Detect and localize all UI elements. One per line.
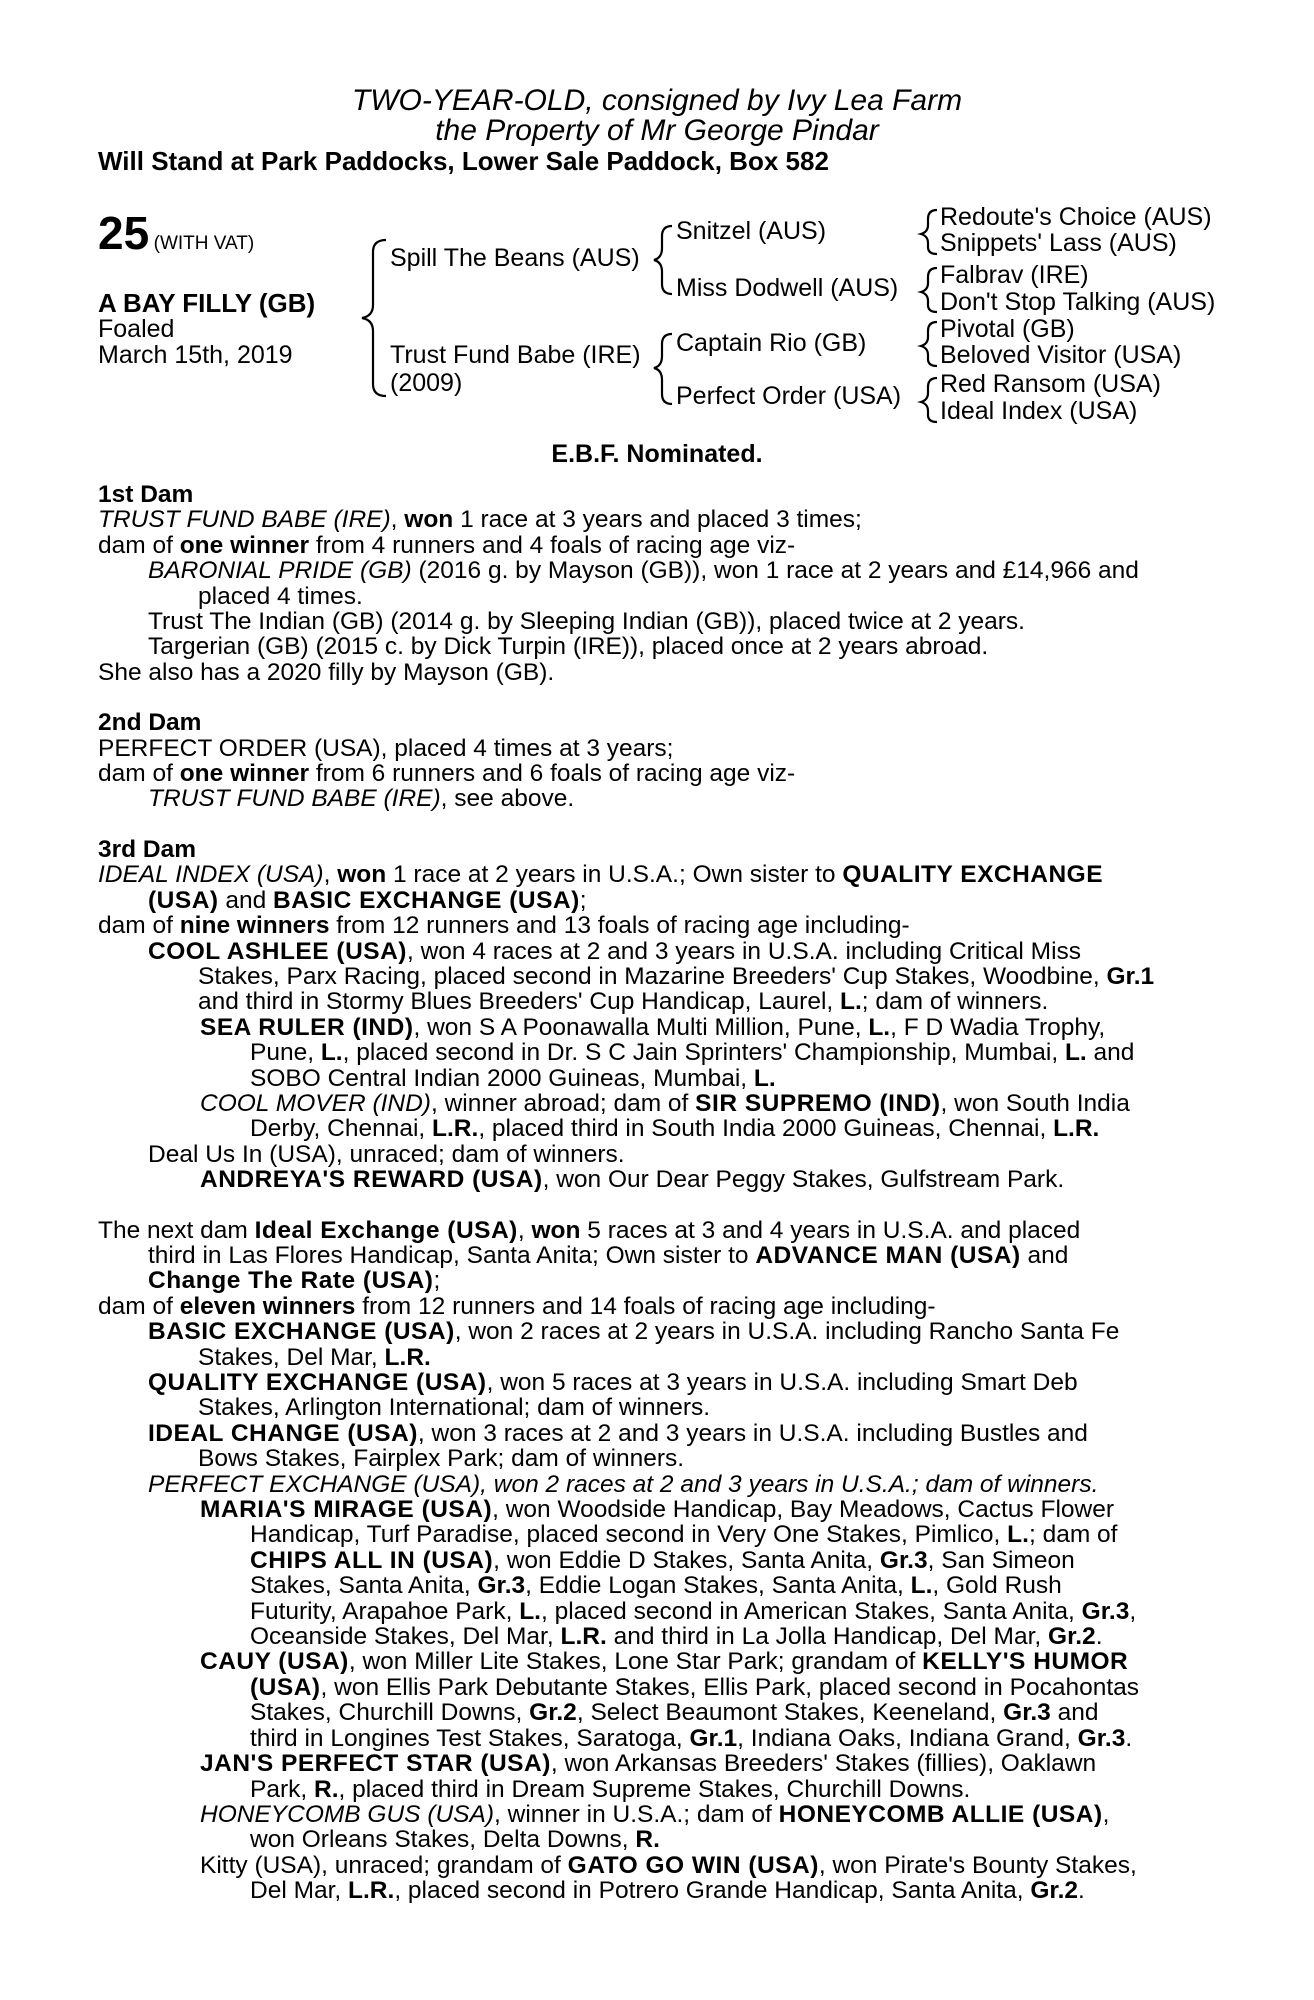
- first-dam-line: TRUST FUND BABE (IRE), won 1 race at 3 years and placed 3 times;: [98, 506, 862, 534]
- produce-item: COOL MOVER (IND), winner abroad; dam of SIR SUPREMO (IND), won South India: [200, 1089, 1130, 1117]
- produce-item-cont: CHIPS ALL IN (USA), won Eddie D Stakes, Santa Anita, Gr.3, San Simeon: [250, 1546, 1075, 1574]
- produce-item: Targerian (GB) (2015 c. by Dick Turpin (IRE)), placed once at 2 years abroad.: [148, 633, 989, 661]
- header-line-stand: Will Stand at Park Paddocks, Lower Sale Paddock, Box 582: [98, 146, 829, 176]
- pedigree-ddd: Ideal Index (USA): [940, 397, 1138, 425]
- third-dam-heading: 3rd Dam: [98, 835, 197, 863]
- header-line-consignor: TWO-YEAR-OLD, consigned by Ivy Lea Farm: [351, 84, 963, 117]
- produce-item: Deal Us In (USA), unraced; dam of winners.: [148, 1140, 625, 1168]
- pedigree-sds: Falbrav (IRE): [940, 261, 1089, 289]
- foaled-label: Foaled: [98, 315, 175, 343]
- next-dam-line-cont: third in Las Flores Handicap, Santa Anita; Own sister to ADVANCE MAN (USA) and: [148, 1241, 1069, 1269]
- produce-item: COOL ASHLEE (USA), won 4 races at 2 and 3 years in U.S.A. including Critical Miss: [148, 937, 1082, 965]
- second-dam-produce-line: dam of one winner from 6 runners and 6 foals of racing age viz-: [98, 760, 796, 788]
- produce-item: SEA RULER (IND), won S A Poonawalla Multi Million, Pune, L., F D Wadia Trophy,: [200, 1013, 1106, 1041]
- produce-item-cont: Bows Stakes, Fairplex Park; dam of winners.: [198, 1445, 685, 1473]
- produce-item-cont: Stakes, Arlington International; dam of winners.: [198, 1394, 711, 1422]
- produce-item-cont: Park, R., placed third in Dream Supreme Stakes, Churchill Downs.: [250, 1775, 971, 1803]
- produce-item-cont: SOBO Central Indian 2000 Guineas, Mumbai, L.: [250, 1064, 776, 1092]
- produce-note: She also has a 2020 filly by Mayson (GB).: [98, 658, 555, 686]
- produce-item-cont: Del Mar, L.R., placed second in Potrero Grande Handicap, Santa Anita, Gr.2.: [250, 1877, 1085, 1905]
- produce-item: Trust The Indian (GB) (2014 g. by Sleeping Indian (GB)), placed twice at 2 years.: [148, 608, 1025, 636]
- produce-item-cont: (USA), won Ellis Park Debutante Stakes, Ellis Park, placed second in Pocahontas: [250, 1673, 1140, 1701]
- produce-item: BARONIAL PRIDE (GB) (2016 g. by Mayson (GB)), won 1 race at 2 years and £14,966 and: [148, 557, 1139, 585]
- produce-item: CAUY (USA), won Miller Lite Stakes, Lone Star Park; grandam of KELLY'S HUMOR: [200, 1648, 1129, 1676]
- pedigree-dds: Red Ransom (USA): [940, 370, 1161, 398]
- produce-item-cont: Pune, L., placed second in Dr. S C Jain Sprinters' Championship, Mumbai, L. and: [250, 1039, 1135, 1067]
- produce-item-cont: Handicap, Turf Paradise, placed second in Very One Stakes, Pimlico, L.; dam of: [250, 1521, 1118, 1549]
- produce-item-cont: Futurity, Arapahoe Park, L., placed second in American Stakes, Santa Anita, Gr.3,: [250, 1597, 1137, 1625]
- pedigree-dam-year: (2009): [390, 369, 463, 397]
- produce-item: MARIA'S MIRAGE (USA), won Woodside Handicap, Bay Meadows, Cactus Flower: [200, 1496, 1114, 1524]
- header-line-property: the Property of Mr George Pindar: [435, 114, 879, 147]
- pedigree-sire-sire: Snitzel (AUS): [676, 217, 827, 245]
- pedigree-sire: Spill The Beans (AUS): [390, 244, 640, 272]
- next-dam-line: The next dam Ideal Exchange (USA), won 5 races at 3 and 4 years in U.S.A. and placed: [98, 1216, 1081, 1244]
- ebf-nominated: E.B.F. Nominated.: [551, 440, 763, 468]
- produce-item-cont: won Orleans Stakes, Delta Downs, R.: [250, 1826, 660, 1854]
- pedigree-dam: Trust Fund Babe (IRE): [390, 341, 641, 369]
- foaled-date: March 15th, 2019: [98, 341, 293, 369]
- lot-description: A BAY FILLY (GB): [98, 288, 316, 318]
- pedigree-sdd: Don't Stop Talking (AUS): [940, 288, 1216, 316]
- produce-item: BASIC EXCHANGE (USA), won 2 races at 2 years in U.S.A. including Rancho Santa Fe: [148, 1318, 1120, 1346]
- produce-item: JAN'S PERFECT STAR (USA), won Arkansas Breeders' Stakes (fillies), Oaklawn: [200, 1750, 1097, 1778]
- produce-item: IDEAL CHANGE (USA), won 3 races at 2 and 3 years in U.S.A. including Bustles and: [148, 1419, 1088, 1447]
- first-dam-heading: 1st Dam: [98, 481, 194, 508]
- produce-item-cont: placed 4 times.: [198, 582, 363, 610]
- third-dam-produce-line: dam of nine winners from 12 runners and 13 foals of racing age including-: [98, 912, 910, 940]
- produce-item: Kitty (USA), unraced; grandam of GATO GO WIN (USA), won Pirate's Bounty Stakes,: [200, 1851, 1137, 1879]
- produce-item-cont: Stakes, Churchill Downs, Gr.2, Select Beaumont Stakes, Keeneland, Gr.3 and: [250, 1699, 1099, 1727]
- pedigree-sss: Redoute's Choice (AUS): [940, 203, 1212, 231]
- produce-item-cont: Stakes, Santa Anita, Gr.3, Eddie Logan Stakes, Santa Anita, L., Gold Rush: [250, 1572, 1062, 1600]
- second-dam-line: PERFECT ORDER (USA), placed 4 times at 3 years;: [98, 734, 674, 762]
- pedigree-ssd: Snippets' Lass (AUS): [940, 229, 1177, 257]
- produce-item-cont: third in Longines Test Stakes, Saratoga, Gr.1, Indiana Oaks, Indiana Grand, Gr.3.: [250, 1724, 1133, 1752]
- produce-item-cont: Stakes, Parx Racing, placed second in Mazarine Breeders' Cup Stakes, Woodbine, Gr.1: [198, 962, 1155, 990]
- pedigree-dam-sire: Captain Rio (GB): [676, 329, 867, 357]
- pedigree-dss: Pivotal (GB): [940, 315, 1075, 343]
- catalogue-body: [98, 482, 1208, 1904]
- next-dam-produce-line: dam of eleven winners from 12 runners and 14 foals of racing age including-: [98, 1292, 936, 1320]
- produce-item-cont: and third in Stormy Blues Breeders' Cup Handicap, Laurel, L.; dam of winners.: [198, 988, 1049, 1016]
- produce-item-cont: Oceanside Stakes, Del Mar, L.R. and third in La Jolla Handicap, Del Mar, Gr.2.: [250, 1623, 1103, 1651]
- next-dam-line-cont: Change The Rate (USA);: [148, 1267, 441, 1295]
- lot-number: 25: [98, 207, 150, 259]
- pedigree-dam-dam: Perfect Order (USA): [676, 382, 902, 410]
- first-dam-produce-line: dam of one winner from 4 runners and 4 foals of racing age viz-: [98, 531, 796, 559]
- third-dam-line-cont: (USA) and BASIC EXCHANGE (USA);: [148, 886, 587, 914]
- pedigree-dsd: Beloved Visitor (USA): [940, 341, 1182, 369]
- second-dam-heading: 2nd Dam: [98, 709, 202, 737]
- third-dam-line: IDEAL INDEX (USA), won 1 race at 2 years in U.S.A.; Own sister to QUALITY EXCHANGE: [98, 861, 1104, 889]
- produce-item: HONEYCOMB GUS (USA), winner in U.S.A.; dam of HONEYCOMB ALLIE (USA),: [200, 1800, 1110, 1828]
- produce-item: ANDREYA'S REWARD (USA), won Our Dear Peggy Stakes, Gulfstream Park.: [200, 1166, 1065, 1194]
- produce-item: QUALITY EXCHANGE (USA), won 5 races at 3 years in U.S.A. including Smart Deb: [148, 1369, 1078, 1396]
- produce-item-cont: Stakes, Del Mar, L.R.: [198, 1343, 431, 1371]
- produce-item: PERFECT EXCHANGE (USA), won 2 races at 2 and 3 years in U.S.A.; dam of winners.: [148, 1470, 1099, 1498]
- pedigree-sire-dam: Miss Dodwell (AUS): [676, 274, 899, 302]
- lot-vat: (WITH VAT): [153, 233, 255, 254]
- produce-item: TRUST FUND BABE (IRE), see above.: [148, 785, 575, 813]
- produce-item-cont: Derby, Chennai, L.R., placed third in South India 2000 Guineas, Chennai, L.R.: [250, 1115, 1100, 1143]
